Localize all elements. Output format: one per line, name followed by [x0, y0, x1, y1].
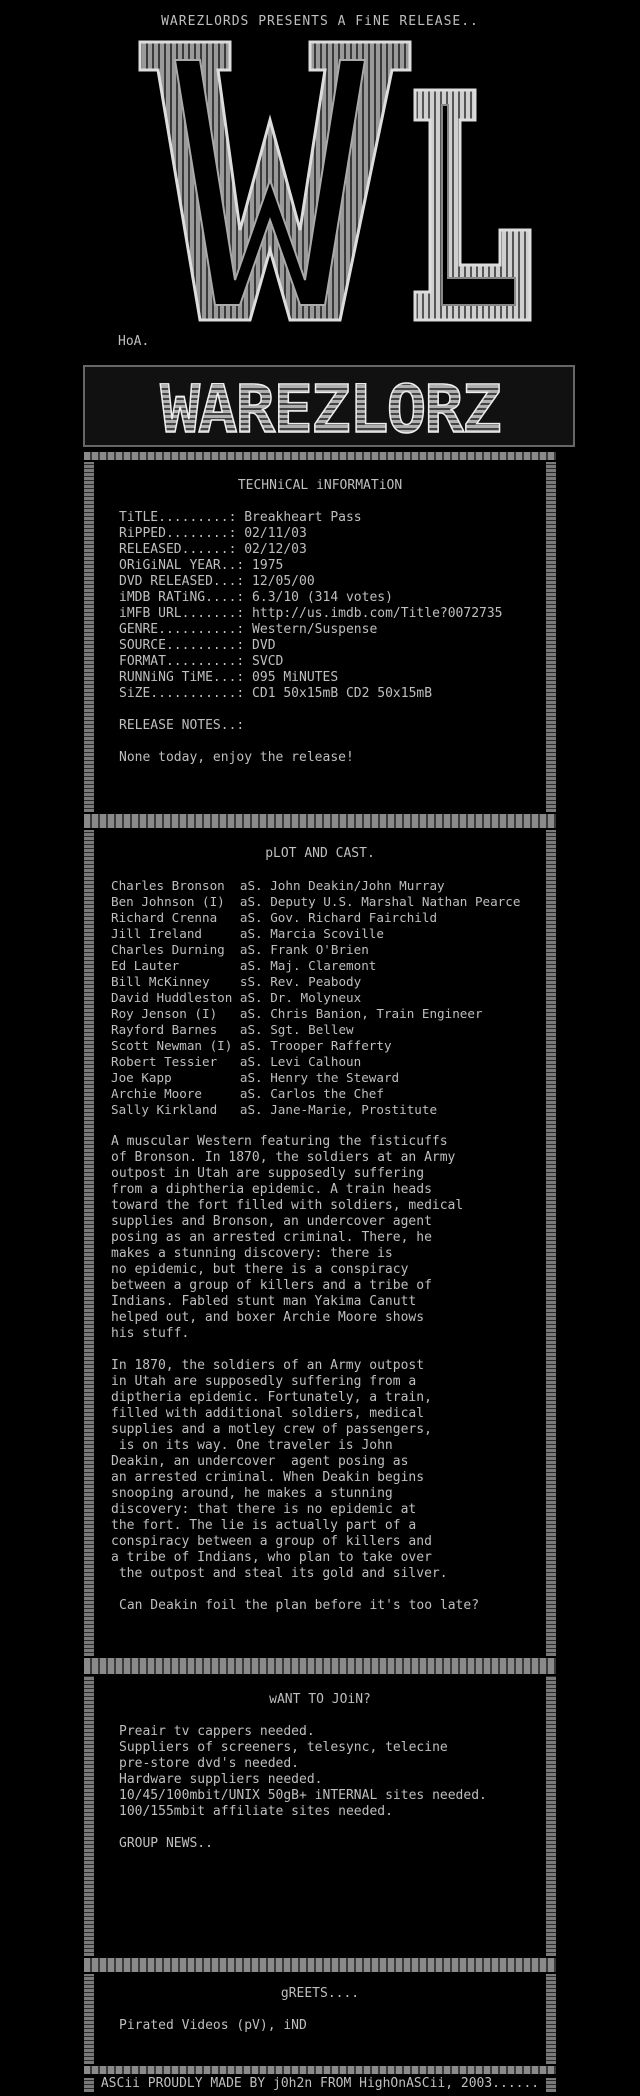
- synopsis-line: a tribe of Indians, who plan to take over: [111, 1550, 432, 1565]
- release-notes: None today, enjoy the release!: [119, 750, 354, 765]
- technical-row: RiPPED........: 02/11/03: [119, 526, 307, 541]
- cast-row: Archie Moore aS. Carlos the Chef: [111, 1086, 384, 1101]
- technical-title: TECHNiCAL iNFORMATiON: [237, 478, 403, 493]
- synopsis-line: the outpost and steal its gold and silver.: [111, 1566, 448, 1581]
- synopsis-line: In 1870, the soldiers of an Army outpost: [111, 1358, 425, 1373]
- synopsis-line: Deakin, an undercover agent posing as: [111, 1454, 409, 1469]
- synopsis-line: of Bronson. In 1870, the soldiers at an Army: [111, 1150, 456, 1165]
- synopsis-line: diptheria epidemic. Fortunately, a train,: [111, 1390, 432, 1405]
- plot-panel: [84, 830, 556, 1656]
- technical-row: iMDB RATiNG....: 6.3/10 (314 votes): [119, 590, 393, 605]
- cast-row: Charles Durning aS. Frank O'Brien: [111, 942, 369, 957]
- synopsis-line: between a group of killers and a tribe of: [111, 1278, 432, 1293]
- synopsis-line: filled with additional soldiers, medical: [111, 1406, 425, 1421]
- synopsis-line: conspiracy between a group of killers and: [111, 1534, 432, 1549]
- cast-row: David Huddleston aS. Dr. Molyneux: [111, 990, 362, 1005]
- cast-list: [111, 878, 520, 1118]
- cast-row: Charles Bronson aS. John Deakin/John Murray: [111, 878, 445, 893]
- synopsis-line: toward the fort filled with soldiers, medical: [111, 1198, 464, 1213]
- wl-logo: [130, 30, 550, 340]
- greets-panel: [84, 1974, 556, 2064]
- join-line: pre-store dvd's needed.: [119, 1756, 300, 1771]
- synopsis-line: an arrested criminal. When Deakin begins: [111, 1470, 425, 1485]
- technical-rows: [119, 510, 503, 702]
- synopsis-line: the fort. The lie is actually part of a: [111, 1518, 417, 1533]
- synopsis-line: from a diphtheria epidemic. A train heads: [111, 1182, 432, 1197]
- cast-row: Bill McKinney sS. Rev. Peabody: [111, 974, 362, 989]
- synopsis-line: supplies and Bronson, an undercover agent: [111, 1214, 432, 1229]
- cast-row: Ed Lauter aS. Maj. Claremont: [111, 958, 377, 973]
- synopsis-line: Indians. Fabled stunt man Yakima Canutt: [111, 1294, 417, 1309]
- join-line: Suppliers of screeners, telesync, telecine: [119, 1740, 448, 1755]
- join-lines: [119, 1724, 487, 1820]
- technical-row: SiZE...........: CD1 50x15mB CD2 50x15mB: [119, 686, 433, 701]
- synopsis-line: his stuff.: [111, 1326, 190, 1341]
- synopsis-line: discovery: that there is no epidemic at: [111, 1502, 417, 1517]
- cast-row: Ben Johnson (I) aS. Deputy U.S. Marshal Nathan Pearce: [111, 894, 521, 909]
- join-line: 100/155mbit affiliate sites needed.: [119, 1804, 393, 1819]
- plot-question: Can Deakin foil the plan before it's too late?: [119, 1598, 480, 1613]
- synopsis-line: helped out, and boxer Archie Moore shows: [111, 1310, 425, 1325]
- technical-row: iMFB URL.......: http://us.imdb.com/Title?0072735: [119, 606, 503, 621]
- technical-row: FORMAT.........: SVCD: [119, 654, 284, 669]
- cast-row: Richard Crenna aS. Gov. Richard Fairchild: [111, 910, 438, 925]
- join-title: wANT TO JOiN?: [269, 1692, 371, 1707]
- cast-row: Robert Tessier aS. Levi Calhoun: [111, 1054, 362, 1069]
- join-line: Preair tv cappers needed.: [119, 1724, 315, 1739]
- cast-row: Sally Kirkland aS. Jane-Marie, Prostitute: [111, 1102, 438, 1117]
- technical-row: DVD RELEASED...: 12/05/00: [119, 574, 315, 589]
- synopsis-line: makes a stunning discovery: there is: [111, 1246, 393, 1261]
- synopsis-line: no epidemic, but there is a conspiracy: [111, 1262, 409, 1277]
- synopsis-line: posing as an arrested criminal. There, he: [111, 1230, 432, 1245]
- synopsis-line: in Utah are supposedly suffering from a: [111, 1374, 417, 1389]
- release-notes-label: RELEASE NOTES..:: [119, 718, 245, 733]
- synopsis-line: snooping around, he makes a stunning: [111, 1486, 393, 1501]
- join-panel: [84, 1676, 556, 1956]
- technical-panel: [84, 462, 556, 812]
- synopsis-line: outpost in Utah are supposedly suffering: [111, 1166, 425, 1181]
- cast-row: Jill Ireland aS. Marcia Scoville: [111, 926, 384, 941]
- banner-text: WAREZLORZ: [160, 371, 500, 448]
- technical-row: RELEASED......: 02/12/03: [119, 542, 307, 557]
- group-news-label: GROUP NEWS..: [119, 1836, 213, 1851]
- technical-row: ORiGiNAL YEAR..: 1975: [119, 558, 284, 573]
- cast-row: Roy Jenson (I) aS. Chris Banion, Train Engineer: [111, 1006, 483, 1021]
- warezlorz-banner: [80, 360, 580, 450]
- technical-row: TiTLE.........: Breakheart Pass: [119, 510, 362, 525]
- footer-credit: ASCii PROUDLY MADE BY j0h2n FROM HighOnASCii, 2003......: [100, 2076, 540, 2091]
- cast-row: Scott Newman (I) aS. Trooper Rafferty: [111, 1038, 392, 1053]
- synopsis-line: supplies and a motley crew of passengers,: [111, 1422, 432, 1437]
- cast-row: Rayford Barnes aS. Sgt. Bellew: [111, 1022, 354, 1037]
- synopsis-1: [111, 1134, 463, 1342]
- synopsis-line: A muscular Western featuring the fisticuffs: [111, 1134, 448, 1149]
- synopsis-line: is on its way. One traveler is John: [111, 1438, 393, 1453]
- join-line: 10/45/100mbit/UNIX 50gB+ iNTERNAL sites needed.: [119, 1788, 487, 1803]
- greets-text: Pirated Videos (pV), iND: [119, 2018, 307, 2033]
- technical-row: RUNNiNG TiME...: 095 MiNUTES: [119, 670, 339, 685]
- join-line: Hardware suppliers needed.: [119, 1772, 323, 1787]
- technical-row: GENRE..........: Western/Suspense: [119, 622, 378, 637]
- release-header: WAREZLORDS PRESENTS A FiNE RELEASE..: [161, 14, 479, 29]
- greets-title: gREETS....: [280, 1986, 360, 2001]
- plot-title: pLOT AND CAST.: [265, 846, 375, 861]
- cast-row: Joe Kapp aS. Henry the Steward: [111, 1070, 400, 1085]
- synopsis-2: [111, 1358, 448, 1582]
- tag-text: HoA.: [118, 334, 150, 349]
- technical-row: SOURCE.........: DVD: [119, 638, 276, 653]
